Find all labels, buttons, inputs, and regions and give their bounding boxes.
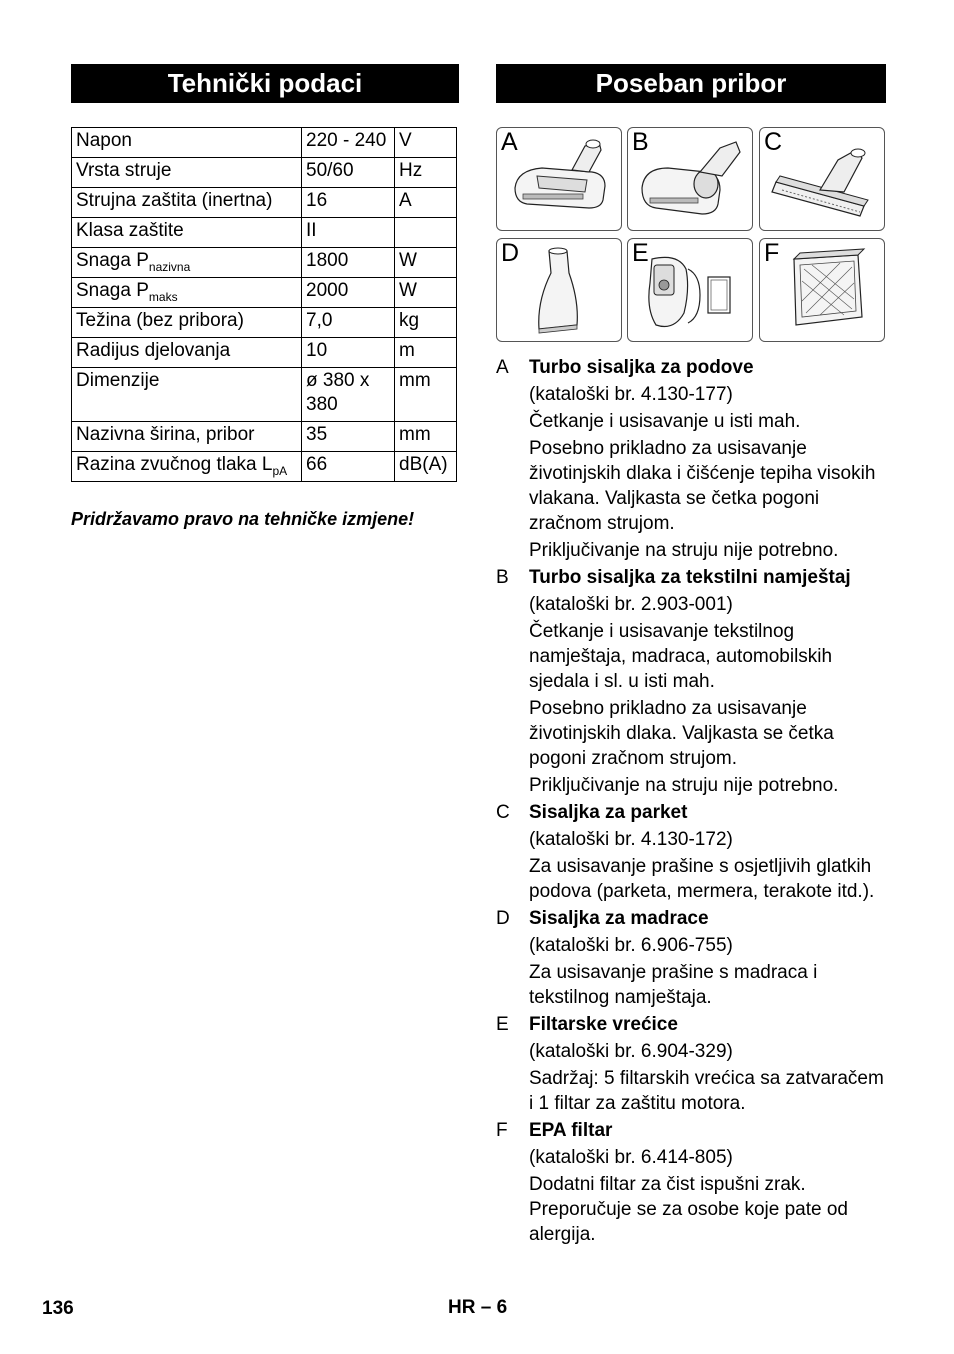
spec-row [72,248,457,278]
spec-unit: m [395,338,457,368]
spec-label: Razina zvučnog tlaka $L_{pA}$ [72,452,302,482]
image-letter: A [501,128,518,156]
spec-row [72,158,457,188]
spec-value: 35 [302,422,395,452]
accessory-description: Posebno prikladno za usisavanje životinjskih dlaka i čišćenje tepiha visokih vlakana. Valjkasta se četka pogoni zračnom strujom. [529,438,876,534]
spec-value: 10 [302,338,395,368]
spec-row [72,338,457,368]
accessory-name: Sisaljka za parket [529,802,688,823]
spec-value: 220 - 240 [302,128,395,158]
accessory-catalog-number: (kataloški br. 6.904-329) [529,1041,733,1062]
accessory-letter: E [496,1014,509,1035]
epa-filter-illustration [760,239,884,341]
spec-value: 16 [302,188,395,218]
spec-unit: Hz [395,158,457,188]
spec-label: Strujna zaštita (inertna) [72,188,302,218]
spec-unit: A [395,188,457,218]
accessory-catalog-number: (kataloški br. 6.414-805) [529,1147,733,1168]
spec-unit: W [395,278,457,308]
spec-value: ø 380 x 380 [302,368,395,422]
accessory-letter: B [496,567,509,588]
spec-unit: mm [395,368,457,422]
turbo-floor-nozzle-illustration [497,128,621,230]
spec-label: Klasa zaštite [72,218,302,248]
parquet-nozzle-illustration [760,128,884,230]
rights-note: Pridržavamo pravo na tehničke izmjene! [71,509,415,529]
spec-value: 50/60 [302,158,395,188]
accessory-letter: D [496,908,510,929]
spec-label: Težina (bez pribora) [72,308,302,338]
spec-label: Snaga $P_{nazivna}$ [72,248,302,278]
spec-row [72,368,457,422]
spec-unit [395,218,457,248]
spec-row [72,128,457,158]
accessory-item [496,355,888,563]
spec-value: II [302,218,395,248]
accessory-name: Filtarske vrećice [529,1014,678,1035]
spec-label: Radijus djelovanja [72,338,302,368]
accessory-letter: A [496,357,509,378]
image-tile-d [496,238,622,342]
accessory-name: EPA filtar [529,1120,613,1141]
accessory-images [496,127,886,341]
image-tile-e [627,238,753,342]
image-letter: F [764,239,780,267]
accessory-letter: C [496,802,510,823]
accessory-letter: F [496,1120,508,1141]
accessory-item [496,565,888,798]
spec-unit: kg [395,308,457,338]
spec-value: 1800 [302,248,395,278]
accessory-description: Priključivanje na struju nije potrebno. [529,540,839,561]
spec-row [72,308,457,338]
accessory-catalog-number: (kataloški br. 4.130-172) [529,829,733,850]
filter-bags-illustration [628,239,752,341]
spec-label: Vrsta struje [72,158,302,188]
image-letter: E [632,239,649,267]
image-letter: C [764,128,783,156]
accessory-name: Turbo sisaljka za tekstilni namještaj [529,567,851,588]
accessory-description: Dodatni filtar za čist ispušni zrak. Preporučuje se za osobe koje pate od alergija. [529,1174,848,1245]
turbo-upholstery-nozzle-illustration [628,128,752,230]
mattress-nozzle-illustration [497,239,621,341]
accessory-catalog-number: (kataloški br. 6.906-755) [529,935,733,956]
section-heading-accessories: Poseban pribor [496,64,886,103]
spec-label: Napon [72,128,302,158]
accessory-item [496,906,888,1010]
image-tile-c [759,127,885,231]
section-label: HR – 6 [448,1297,508,1318]
spec-label: Dimenzije [72,368,302,422]
spec-unit: V [395,128,457,158]
accessory-item [496,1012,888,1116]
spec-unit: W [395,248,457,278]
accessory-description: Za usisavanje prašine s osjetljivih glatkih podova (parketa, mermera, terakote itd.). [529,856,875,902]
accessory-description: Posebno prikladno za usisavanje životinjskih dlaka. Valjkasta se četka pogoni zračnom strujom. [529,698,834,769]
image-tile-a [496,127,622,231]
image-letter: B [632,128,649,156]
spec-row [72,188,457,218]
spec-row [72,278,457,308]
spec-unit: mm [395,422,457,452]
accessory-item [496,800,888,904]
image-tile-f [759,238,885,342]
spec-unit: dB(A) [395,452,457,482]
spec-value: 2000 [302,278,395,308]
image-tile-b [627,127,753,231]
page-number: 136 [42,1298,74,1319]
accessory-name: Turbo sisaljka za podove [529,357,754,378]
accessory-description: Priključivanje na struju nije potrebno. [529,775,839,796]
accessory-description: Za usisavanje prašine s madraca i tekstilnog namještaja. [529,962,818,1008]
spec-value: 7,0 [302,308,395,338]
accessory-list [496,355,888,1249]
accessory-description: Četkanje i usisavanje u isti mah. [529,411,801,432]
technical-data-table [71,127,457,482]
accessory-catalog-number: (kataloški br. 4.130-177) [529,384,733,405]
accessory-description: Četkanje i usisavanje tekstilnog namještaja, madraca, automobilskih sjedala i sl. u isti mah. [529,621,833,692]
spec-row [72,218,457,248]
section-heading-technical-data: Tehnički podaci [71,64,459,103]
spec-value: 66 [302,452,395,482]
spec-label: Snaga $P_{maks}$ [72,278,302,308]
spec-row [72,452,457,482]
accessory-item [496,1118,888,1247]
accessory-description: Sadržaj: 5 filtarskih vrećica sa zatvaračem i 1 filtar za zaštitu motora. [529,1068,884,1114]
spec-row [72,422,457,452]
image-letter: D [501,239,520,267]
spec-label: Nazivna širina, pribor [72,422,302,452]
accessory-catalog-number: (kataloški br. 2.903-001) [529,594,733,615]
accessory-name: Sisaljka za madrace [529,908,709,929]
